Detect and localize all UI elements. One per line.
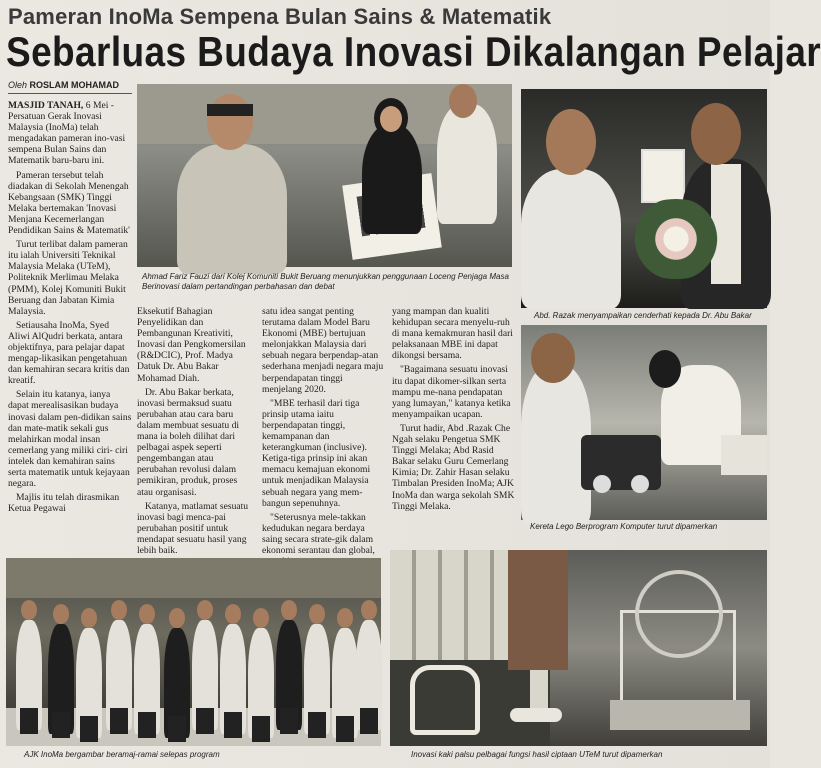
paragraph-text: 6 Mei - Persatuan Gerak Inovasi Malaysia (InoMa) telah mengadakan pameran ino-vasi sempena Bulan Sains dan Matematik baru-baru ini. xyxy=(8,100,126,167)
group-person-head xyxy=(81,608,97,628)
caption-photo-2: Abd. Razak menyampaikan cenderhati kepada Dr. Abu Bakar xyxy=(534,311,752,320)
paragraph: satu idea sangat penting terutama dalam Model Baru Ekonomi (MBE) bertujuan melonjakkan Malaysia dari sebuah negara berpendap-atan sederhana menjadi negara maju berpendapatan tinggi menjelang 2020. xyxy=(262,306,384,395)
main-headline: Sebarluas Budaya Inovasi Dikalangan Pelajar xyxy=(6,29,821,75)
group-person-legs xyxy=(224,712,242,738)
paragraph: yang mampan dan kualiti kehidupan secara menyelu-ruh di mana kemakmuran hasil dari pelaksanaan MBE ini dapat dikongsi bersama. xyxy=(392,306,513,362)
group-person-legs xyxy=(360,708,378,734)
group-person-head xyxy=(21,600,37,620)
bleed-through-text xyxy=(640,2,768,32)
group-person-legs xyxy=(80,716,98,742)
article-column-1 xyxy=(8,100,132,558)
group-person-head xyxy=(309,604,325,624)
photo-exhibit-demo xyxy=(137,84,512,267)
byline-rule xyxy=(8,93,132,94)
byline-prefix: Oleh xyxy=(8,80,28,90)
group-person-legs xyxy=(52,712,70,738)
paragraph: Majlis itu telah dirasmikan Ketua Pegawai xyxy=(8,492,120,515)
group-person-head xyxy=(169,608,185,628)
group-person-head xyxy=(361,600,377,620)
photo-lego-car xyxy=(521,325,767,520)
group-person-head xyxy=(53,604,69,624)
group-person-legs xyxy=(196,708,214,734)
byline-name: ROSLAM MOHAMAD xyxy=(29,80,120,90)
group-person-legs xyxy=(20,708,38,734)
group-person-legs xyxy=(110,708,128,734)
paragraph: "Bagaimana sesuatu inovasi itu dapat dikomer-silkan serta mampu me-nana pendapatan yang lumayan," katanya ketika menyampaikan ucapan. xyxy=(392,364,511,420)
group-person-legs xyxy=(138,712,156,738)
kicker-headline: Pameran InoMa Sempena Bulan Sains & Matematik xyxy=(8,4,552,29)
photo-group xyxy=(6,558,381,746)
paragraph: Eksekutif Bahagian Penyelidikan dan Pembangunan Kreativiti, Inovasi dan Pengkomersilan (R&DCIC), Prof. Madya Datuk Dr. Abu Bakar Mohamad Diah. xyxy=(137,306,246,384)
paragraph: "Seterusnya mele-takkan kedudukan negara berdaya saing secara strate-gik dalam ekonomi serantau dan global, xyxy=(262,511,375,556)
group-person-head xyxy=(111,600,127,620)
group-person-legs xyxy=(308,712,326,738)
dateline: MASJID TANAH, xyxy=(8,100,84,111)
paragraph: Turut terlibat dalam pameran itu ialah Universiti Teknikal Malaysia Melaka (UTeM), Politeknik Merlimau Melaka (PMM), Kolej Komuniti Bukit Beruang dan Jabatan Kimia Malaysia. xyxy=(8,239,128,317)
group-person-head xyxy=(197,600,213,620)
caption-photo-1: Ahmad Fariz Fauzi dari Kolej Komuniti Bukit Beruang menunjukkan penggunaan Loceng Penjaga Masa Berinovasi dalam pertandingan perbahasan dan debat xyxy=(142,272,509,291)
group-person-head xyxy=(337,608,353,628)
byline xyxy=(8,80,119,90)
paragraph: Selain itu katanya, ianya dapat merealisasikan budaya inovasi dalam pen-didikan sains dan mate-matik sekali gus melahirkan modal insan cemerlang yang miliki ciri- ciri intelek dan kemahiran sains serta matematik untuk kejayaan negara. xyxy=(8,389,132,490)
photo-souvenir-handover xyxy=(521,89,767,308)
paragraph: "MBE terhasil dari tiga prinsip utama iaitu berpendapatan tinggi, kemampanan dan keterangkuman (inclusive). Ketiga-tiga prinsip ini akan memacu kemajuan ekonomi untuk menjadikan Malaysia sebuah negara yang mem-bangun sepenuhnya. xyxy=(262,397,371,509)
paragraph: Setiausaha InoMa, Syed Aliwi AlQudri berkata, antara objektifnya, para pelajar dapat mengap-likasikan pengetahuan dan kemahiran secara kritis dan kreatif. xyxy=(8,319,130,387)
paragraph: Turut hadir, Abd .Razak Che Ngah selaku Pengetua SMK Tinggi Melaka; Abd Rasid Bakar selaku Guru Cemerlang Kimia; Dr. Zahir Hasan selaku Timbalan Presiden InoMa; AJK InoMa dan warga sekolah SMK Tinggi Melaka. xyxy=(392,422,515,512)
group-person-legs xyxy=(280,708,298,734)
paragraph: Pameran tersebut telah diadakan di Sekolah Menengah Kebangsaan (SMK) Tinggi Melaka bertemakan 'Inovasi Menjana Kecemerlangan Pendidikan Sains & Matematik' xyxy=(8,169,130,237)
caption-photo-4: AJK InoMa bergambar beramaj-ramai selepas program xyxy=(24,750,220,759)
group-person-head xyxy=(139,604,155,624)
paragraph xyxy=(8,100,132,167)
caption-photo-5: Inovasi kaki palsu pelbagai fungsi hasil ciptaan UTeM turut dipamerkan xyxy=(411,750,663,759)
group-person-legs xyxy=(336,716,354,742)
group-person-legs xyxy=(168,716,186,742)
group-person-head xyxy=(225,604,241,624)
photo-prosthetic-leg xyxy=(390,550,767,746)
group-person-head xyxy=(253,608,269,628)
article-column-3 xyxy=(262,306,385,558)
caption-photo-3: Kereta Lego Berprogram Komputer turut dipamerkan xyxy=(530,522,718,531)
paragraph: Katanya, matlamat sesuatu inovasi bagi menca-pai perubahan positif untuk mendapat sesuatu hasil yang lebih baik. xyxy=(137,500,249,556)
article-column-2 xyxy=(137,306,255,558)
paragraph: Dr. Abu Bakar berkata, inovasi bermaksud suatu perubahan atau cara baru dalam membuat sesuatu di mana ia boleh dilihat dari pelbagai aspek seperti pengembangan atau perubahan revolusi dalam pemikiran, produk, proses atau organisasi. xyxy=(137,386,240,498)
group-person-head xyxy=(281,600,297,620)
article-column-4 xyxy=(392,306,516,558)
group-person-legs xyxy=(252,716,270,742)
